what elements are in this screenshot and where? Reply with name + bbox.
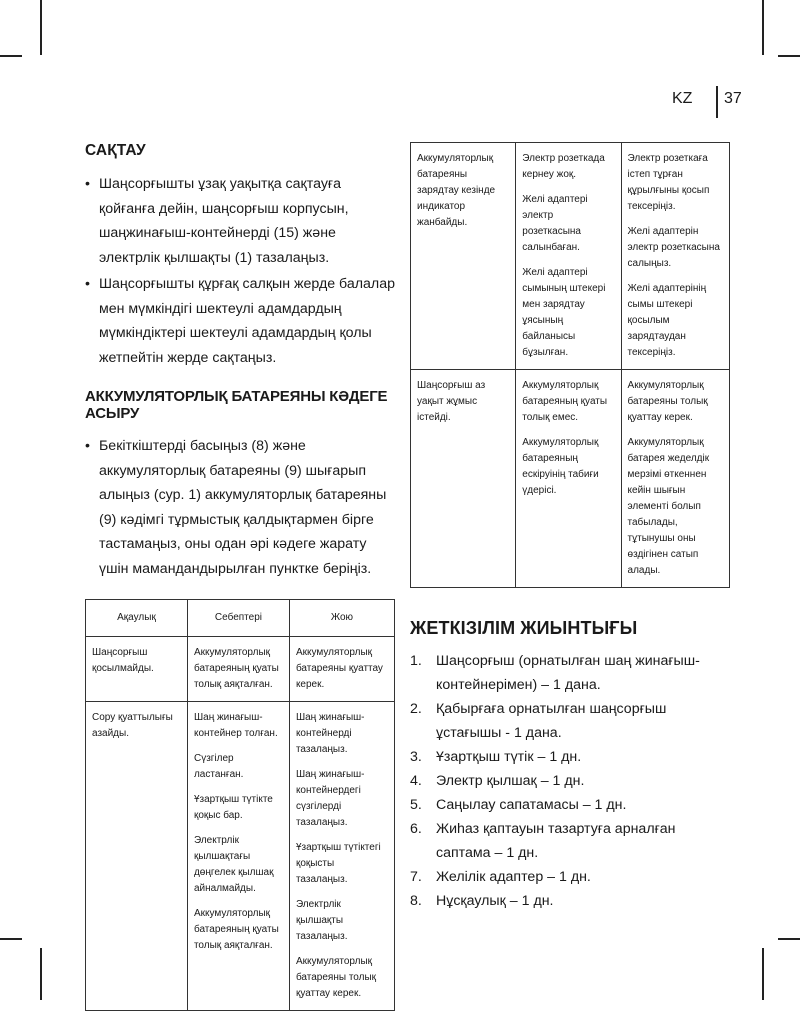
crop-mark bbox=[762, 0, 764, 55]
battery-list bbox=[85, 434, 395, 581]
table-row bbox=[411, 370, 730, 588]
list-item: 2. Қабырғаға орнатылған шаңсорғыш ұстағышы - 1 дана. bbox=[410, 701, 667, 741]
list-item: 5. Саңылау сапатамасы – 1 дн. bbox=[410, 797, 627, 813]
header-divider bbox=[716, 86, 718, 118]
troubleshooting-table-left bbox=[85, 599, 395, 1011]
list-item: 8. Нұсқаулық – 1 дн. bbox=[410, 893, 554, 909]
cause-cell: Электр розеткада кернеу жоқ. Желі адаптері электр розеткасына салынбаған. Желі адаптері сымының штекері мен зарядтау ұясының байланысы бұзылған. bbox=[516, 143, 621, 370]
cause-cell: Аккумуляторлық батареяның қуаты толық емес. Аккумуляторлық батареяның ескіруінің табиғи үдерісі. bbox=[516, 370, 621, 588]
list-item: 6. Жиһаз қаптауын тазартуға арналған саптама – 1 дн. bbox=[410, 821, 676, 861]
language-code: KZ bbox=[672, 90, 693, 107]
problem-cell: Сору қуаттылығы азайды. bbox=[86, 702, 188, 1011]
crop-mark bbox=[0, 55, 22, 57]
problem-cell: Шаңсорғыш қосылмайды. bbox=[86, 637, 188, 702]
fix-cell: Аккумуляторлық батареяны қуаттау керек. bbox=[289, 637, 394, 702]
table-row bbox=[86, 702, 395, 1011]
crop-mark bbox=[40, 0, 42, 55]
list-item: 4. Электр қылшақ – 1 дн. bbox=[410, 773, 585, 789]
header-causes: Себептері bbox=[187, 600, 289, 637]
table-row bbox=[86, 637, 395, 702]
storage-item: • Шаңсорғышты құрғақ салқын жерде балалар мен мүмкіндігі шектеулі адамдардың мүмкіндіктері шектеулі адамдардың қолы жетпейтін жерде сақтаңыз. bbox=[85, 272, 395, 370]
crop-mark bbox=[762, 948, 764, 1000]
kit-list bbox=[410, 649, 730, 913]
crop-mark bbox=[778, 55, 800, 57]
storage-list bbox=[85, 172, 395, 370]
list-item: 3. Ұзартқыш түтік – 1 дн. bbox=[410, 749, 582, 765]
battery-item: • Бекіткіштерді басыңыз (8) және аккумуляторлық батареяны (9) шығарып алыңыз (сур. 1) аккумуляторлық батареяны (9) кәдімгі тұрмыстық қалдықтармен бірге тастамаңыз, оны одан әрі кәдеге жарату үшін мамандандырылған пунктке беріңіз. bbox=[85, 434, 395, 581]
header-fixes: Жою bbox=[289, 600, 394, 637]
problem-cell: Аккумуляторлық батареяны зарядтау кезінде индикатор жанбайды. bbox=[411, 143, 516, 370]
header-problem: Ақаулық bbox=[86, 600, 188, 637]
fix-cell: Аккумуляторлық батареяны толық қуаттау керек. Аккумуляторлық батарея жеделдік мерзімі өткеннен кейін шығын элементі болып табылады, тұтынушы оны өздігінен сатып алады. bbox=[621, 370, 729, 588]
troubleshooting-table-right bbox=[410, 142, 730, 588]
battery-heading: АККУМУЛЯТОРЛЫҚ БАТАРЕЯНЫ КӘДЕГЕ АСЫРУ bbox=[85, 388, 388, 422]
cause-cell: Шаң жинағыш-контейнер толған. Сүзгілер ластанған. Ұзартқыш түтікте қоқыс бар. Электрлік қылшақтағы дөңгелек қылшақ айналмайды. Аккумуляторлық батареяның қуаты толық аяқталған. bbox=[187, 702, 289, 1011]
table-header-row bbox=[86, 600, 395, 637]
fix-cell: Электр розеткаға істеп тұрған құрылғыны қосып тексеріңіз. Желі адаптерін электр розеткасына салыңыз. Желі адаптерінің сымы штекері қосылым зарядтаудан тексеріңіз. bbox=[621, 143, 729, 370]
page-number: 37 bbox=[724, 90, 742, 107]
left-column bbox=[85, 142, 395, 1011]
crop-mark bbox=[40, 948, 42, 1000]
list-item: 7. Желілік адаптер – 1 дн. bbox=[410, 869, 591, 885]
right-column bbox=[410, 142, 730, 913]
storage-item: • Шаңсорғышты ұзақ уақытқа сақтауға қойғанға дейін, шаңсорғыш корпусын, шаңжинағыш-контейнерді (15) және электрлік қылшақты (1) тазалаңыз. bbox=[85, 172, 395, 270]
fix-cell: Шаң жинағыш-контейнерді тазалаңыз. Шаң жинағыш-контейнердегі сүзгілерді тазалаңыз. Ұзартқыш түтіктегі қоқысты тазалаңыз. Электрлік қылшақты тазалаңыз. Аккумуляторлық батареяны толық қуаттау керек. bbox=[289, 702, 394, 1011]
problem-cell: Шаңсорғыш аз уақыт жұмыс істейді. bbox=[411, 370, 516, 588]
kit-heading: ЖЕТКІЗІЛІМ ЖИЫНТЫҒЫ bbox=[410, 618, 638, 638]
list-item: 1. Шаңсорғыш (орнатылған шаң жинағыш-контейнерімен) – 1 дана. bbox=[410, 653, 700, 693]
cause-cell: Аккумуляторлық батареяның қуаты толық аяқталған. bbox=[187, 637, 289, 702]
crop-mark bbox=[778, 938, 800, 940]
crop-mark bbox=[0, 938, 22, 940]
table-row bbox=[411, 143, 730, 370]
storage-heading: САҚТАУ bbox=[85, 142, 146, 159]
